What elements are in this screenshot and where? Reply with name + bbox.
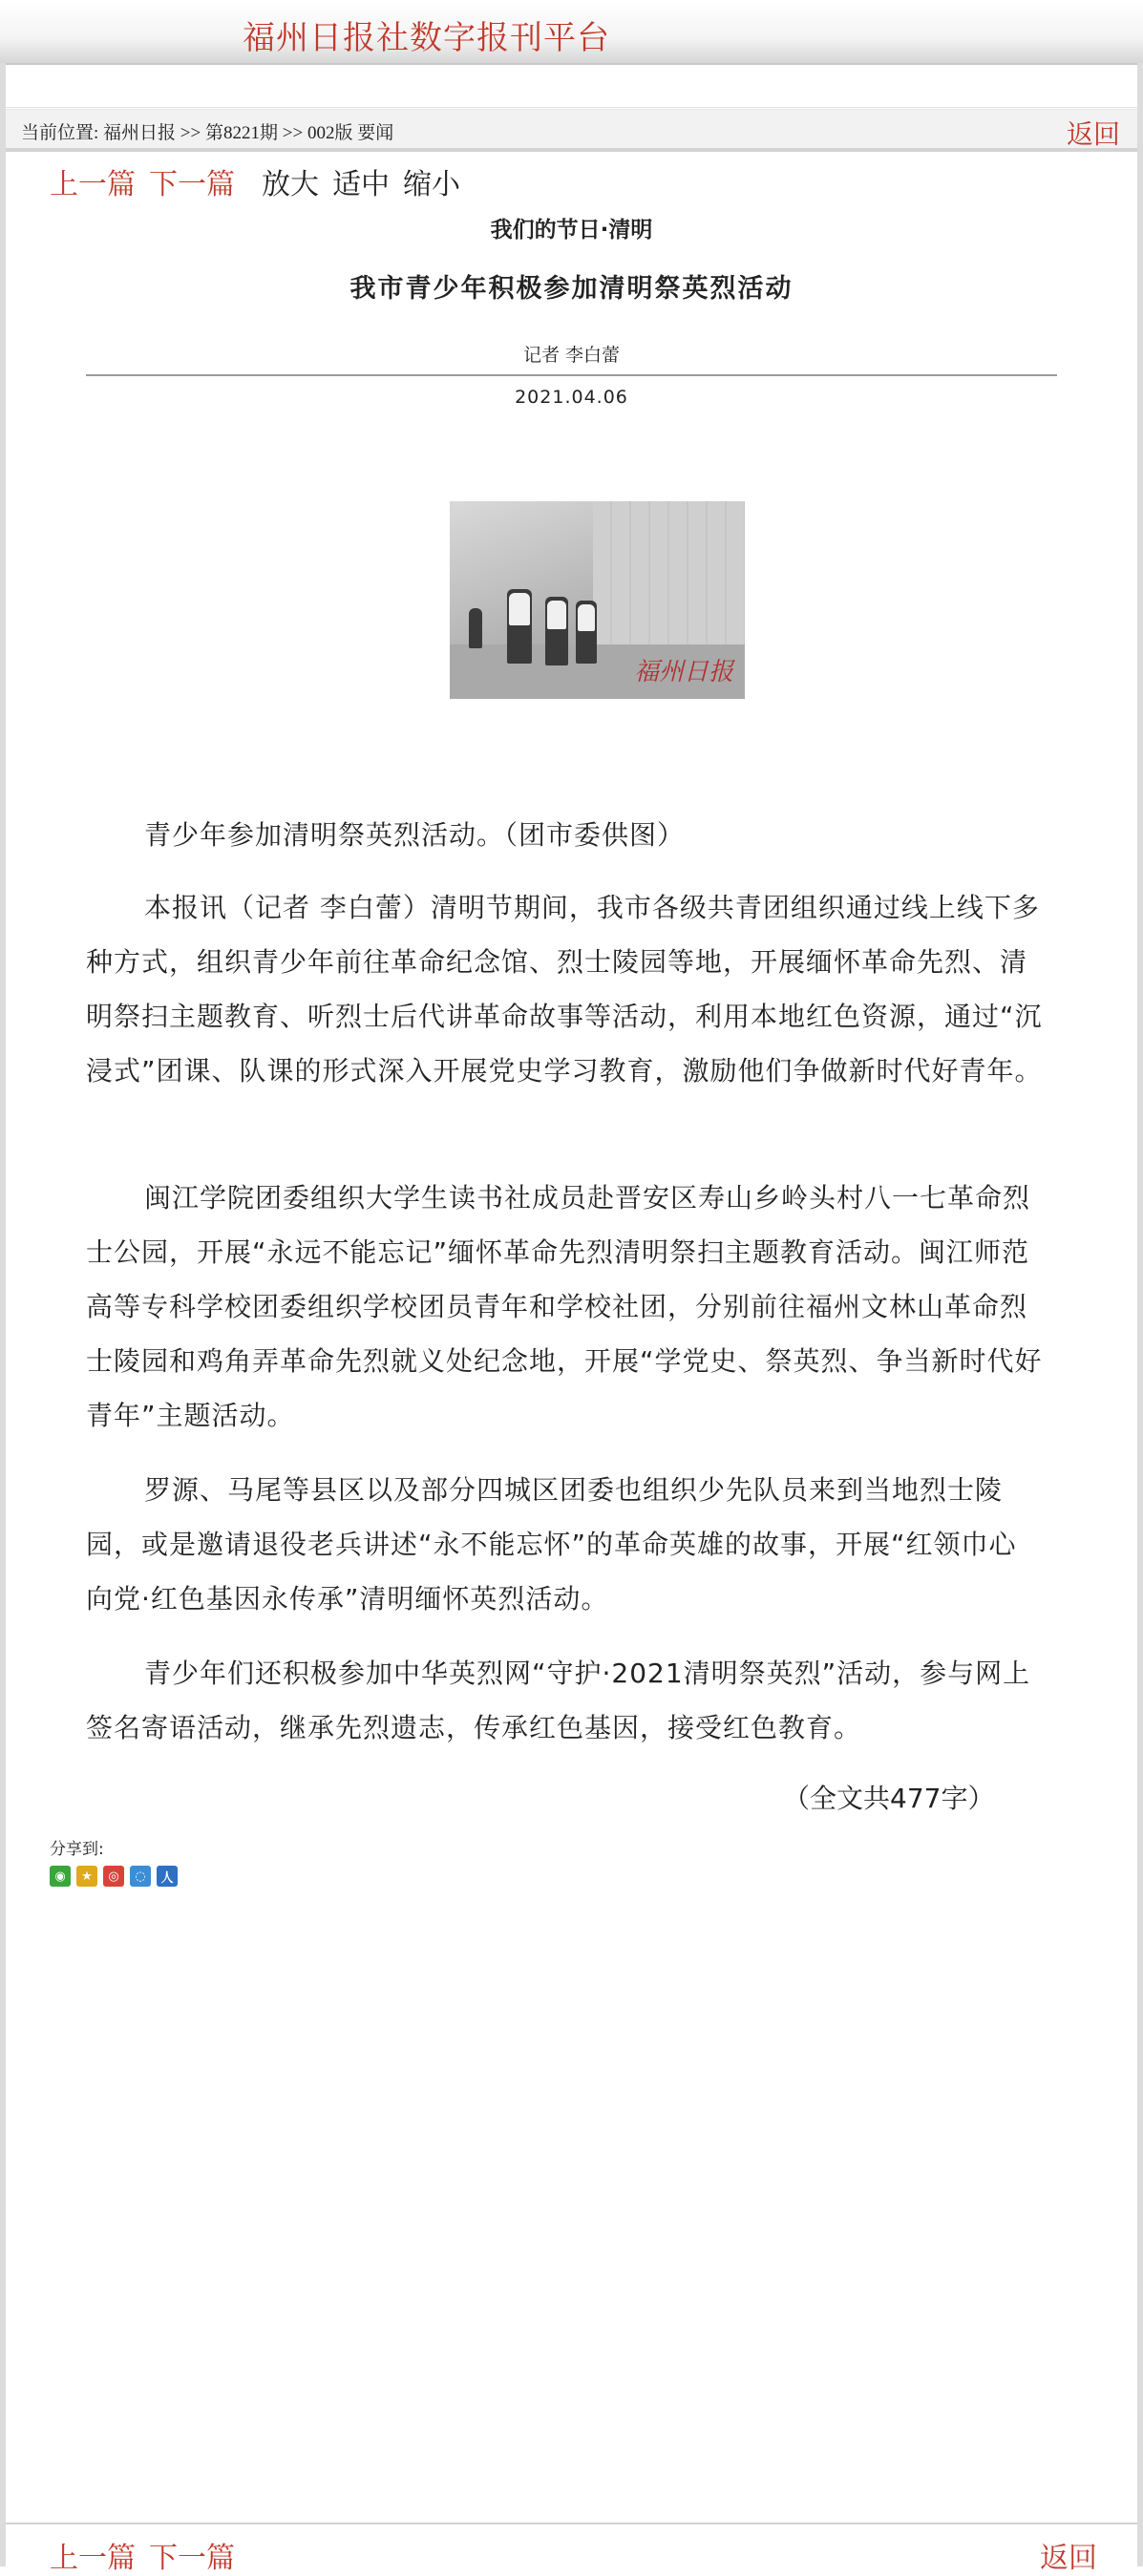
breadcrumb-item-newspaper[interactable]: 福州日报	[103, 123, 177, 143]
renren-icon[interactable]: 人	[157, 1866, 178, 1887]
breadcrumb-item-issue[interactable]: 第8221期	[204, 123, 278, 143]
breadcrumb	[21, 118, 393, 144]
share-label: 分享到:	[50, 1840, 104, 1859]
article-photo[interactable]	[450, 501, 745, 699]
column-title: 我们的节日·清明	[490, 218, 653, 243]
title-divider	[86, 374, 1057, 376]
site-title: 福州日报社数字报刊平台	[243, 19, 610, 57]
article-author: 记者 李白蕾	[522, 345, 621, 366]
article-title: 我市青少年积极参加清明祭英烈活动	[349, 274, 794, 304]
breadcrumb-item-page[interactable]: 002版 要闻	[307, 123, 394, 143]
tencent-weibo-icon[interactable]: ◌	[130, 1866, 151, 1887]
next-article-link[interactable]: 下一篇	[149, 168, 235, 201]
breadcrumb-label: 当前位置:	[21, 123, 99, 143]
article-paragraph: 青少年们还积极参加中华英烈网“守护·2021清明祭英烈”活动，参与网上签名寄语活动，继承先烈遗志，传承红色基因，接受红色教育。	[86, 1658, 1031, 1743]
photo-caption: 青少年参加清明祭英烈活动。（团市委供图）	[144, 819, 686, 851]
qzone-icon[interactable]: ★	[76, 1866, 97, 1887]
photo-watermark: 福州日报	[633, 658, 733, 686]
next-article-link-bottom[interactable]: 下一篇	[149, 2542, 235, 2575]
breadcrumb-separator: >>	[282, 123, 304, 143]
photo-figure-background	[469, 608, 482, 648]
share-icons	[50, 1866, 178, 1887]
word-count: （全文共477字）	[783, 1783, 995, 1814]
weibo-icon[interactable]: ◎	[103, 1866, 124, 1887]
photo-figure-shirt	[547, 601, 566, 629]
zoom-reset-button[interactable]: 适中	[332, 168, 390, 201]
prev-article-link[interactable]: 上一篇	[50, 168, 136, 201]
zoom-in-button[interactable]: 放大	[262, 168, 319, 201]
site-header	[0, 0, 1143, 65]
prev-article-link-bottom[interactable]: 上一篇	[50, 2542, 136, 2575]
article-date: 2021.04.06	[515, 387, 628, 408]
page-frame-right	[1137, 63, 1143, 2566]
photo-figure-shirt	[578, 604, 595, 631]
back-link-bottom[interactable]: 返回	[1040, 2542, 1097, 2575]
wechat-icon[interactable]: ◉	[50, 1866, 71, 1887]
back-link-top[interactable]: 返回	[1066, 118, 1120, 150]
bottom-divider	[6, 2523, 1137, 2524]
article-paragraph: 罗源、马尾等县区以及部分四城区团委也组织少先队员来到当地烈士陵园，或是邀请退役老兵讲述“永不能忘怀”的革命英雄的故事，开展“红领巾心向党·红色基因永传承”清明缅怀英烈活动。	[86, 1474, 1017, 1615]
breadcrumb-bar	[6, 109, 1137, 152]
article-paragraph: 本报讯（记者 李白蕾）清明节期间，我市各级共青团组织通过线上线下多种方式，组织青少年前往革命纪念馆、烈士陵园等地，开展缅怀革命先烈、清明祭扫主题教育、听烈士后代讲革命故事等活动，利用本地红色资源，通过“沉浸式”团课、队课的形式深入开展党史学习教育，激励他们争做新时代好青年。	[86, 892, 1043, 1087]
article-paragraph: 闽江学院团委组织大学生读书社成员赴晋安区寿山乡岭头村八一七革命烈士公园，开展“永远不能忘记”缅怀革命先烈清明祭扫主题教育活动。闽江师范高等专科学校团委组织学校团员青年和学校社团，分别前往福州文林山革命烈士陵园和鸡角弄革命先烈就义处纪念地，开展“学党史、祭英烈、争当新时代好青年”主题活动。	[86, 1182, 1043, 1431]
page-frame-left	[0, 63, 6, 2566]
zoom-out-button[interactable]: 缩小	[403, 168, 460, 201]
breadcrumb-separator: >>	[180, 123, 201, 143]
bottom-nav	[50, 2534, 235, 2576]
photo-figure-shirt	[509, 593, 530, 625]
header-spacer-strip	[6, 65, 1137, 108]
article-toolbar	[50, 160, 460, 202]
